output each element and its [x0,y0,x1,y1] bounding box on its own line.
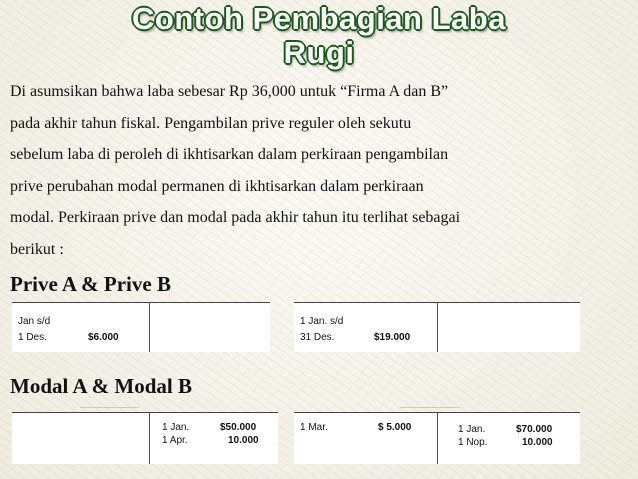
prive-a-amount: $6.000 [88,332,119,343]
prive-b-ledger [294,302,580,352]
modal-a-credit-date-2: 1 Apr. [162,435,188,446]
prive-a-date-start: Jan s/d [18,316,51,327]
modal-a-credit-amount-2: 10.000 [228,435,259,446]
modal-a-credit-amount-1: $50.000 [220,422,257,433]
prive-b-amount: $19.000 [374,332,411,343]
paragraph-line: modal. Perkiraan prive dan modal pada akhir tahun itu terlihat sebagai [10,209,461,226]
modal-a-credit-date-1: 1 Jan. [162,422,190,433]
prive-b-date-end: 31 Des. [300,332,335,343]
paragraph-line: berikut : [10,240,64,258]
prive-b-date-start: 1 Jan. s/d [300,316,344,327]
ledger-divider [149,413,150,464]
slide-title-line-1: Contoh Pembagian Laba [132,1,506,36]
prive-heading: Prive A & Prive B [10,272,171,296]
faint-rule [80,407,140,408]
modal-heading: Modal A & Modal B [10,374,193,398]
modal-b-ledger [294,412,580,464]
modal-b-credit-amount-1: $70.000 [516,424,553,435]
modal-b-debit-date: 1 Mar. [300,422,328,433]
ledger-divider [437,413,438,464]
ledger-divider [149,303,150,352]
paragraph-line: prive perubahan modal permanen di ikhtisarkan dalam perkiraan [10,177,424,195]
modal-b-credit-date-1: 1 Jan. [458,424,486,435]
paragraph-line: pada akhir tahun fiskal. Pengambilan prive reguler oleh sekutu [10,114,412,132]
faint-rule [400,407,460,408]
slide-title-line-2: Rugi [283,35,355,70]
prive-a-date-end: 1 Des. [18,332,47,343]
modal-b-credit-date-2: 1 Nop. [458,437,488,448]
slide-title [0,2,638,70]
modal-b-credit-amount-2: 10.000 [522,437,553,448]
ledger-top-rule [12,302,270,303]
paragraph-line: Di asumsikan bahwa laba sebesar Rp 36,000 untuk “Firma A dan B” [10,83,449,100]
prive-a-ledger [12,302,270,352]
ledger-top-rule [12,412,278,413]
modal-a-ledger [12,412,278,464]
paragraph-line: sebelum laba di peroleh di ikhtisarkan dalam perkiraan pengambilan [10,146,449,163]
intro-paragraph [10,76,630,265]
ledger-divider [437,303,438,352]
modal-b-debit-amount: $ 5.000 [378,422,412,433]
